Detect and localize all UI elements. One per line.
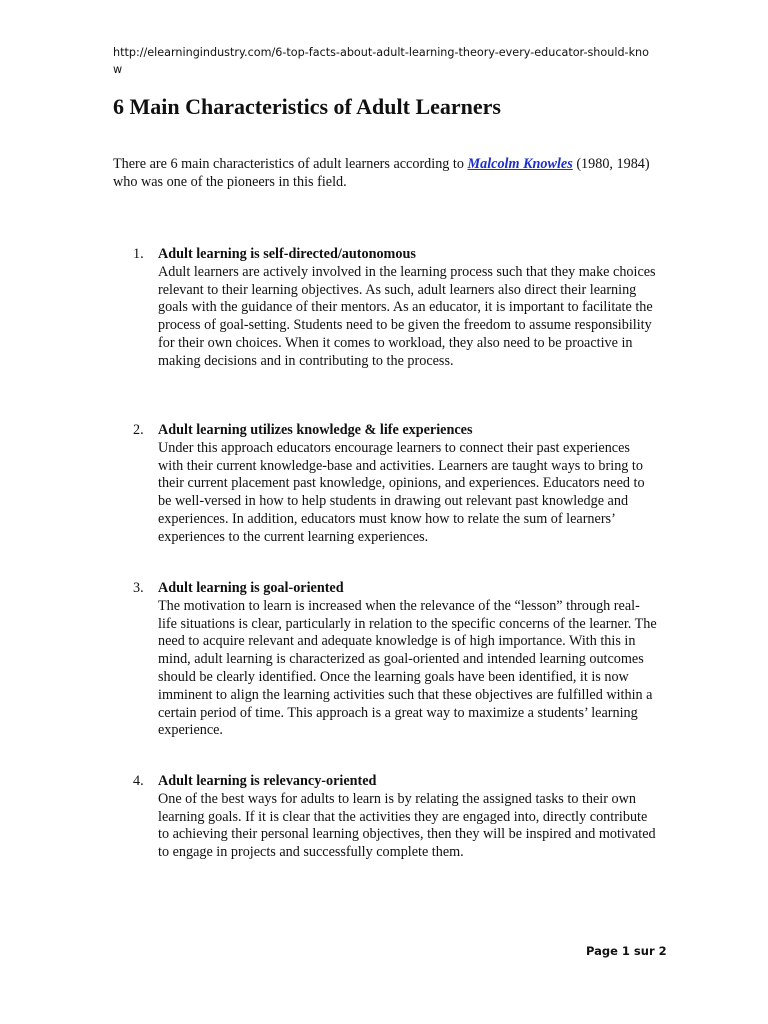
list-item-number: 1. xyxy=(133,246,144,262)
list-item-text: One of the best ways for adults to learn is by relating the assigned tasks to their own learning goals. If it is clear that the activities they are engaged into, directly contribute to achieving their personal learning objectives, then they will be inspired and motivated to engage in projects and successfully complete them. xyxy=(158,790,656,861)
intro-paragraph xyxy=(113,155,658,191)
source-url: http://elearningindustry.com/6-top-facts-about-adult-learning-theory-every-educator-should-know xyxy=(113,46,649,76)
list-item xyxy=(133,580,658,740)
list-item-text: Under this approach educators encourage learners to connect their past experiences with their current knowledge-base and activities. Learners are taught ways to bring to their current placement past knowledge, opinions, and experiences. Educators need to be well-versed in how to help students in drawing out relevant past knowledge and experiences. In addition, educators must know how to relate the sum of learners’ experiences to the current learning experiences. xyxy=(158,439,645,545)
malcolm-knowles-link[interactable]: Malcolm Knowles xyxy=(467,156,573,172)
list-item-text: Adult learners are actively involved in the learning process such that they make choices relevant to their learning objectives. As such, adult learners also direct their learning goals with the guidance of their mentors. As an educator, it is important to facilitate the process of goal-setting. Students need to be given the freedom to assume responsibility for their own choices. When it comes to workload, they also need to be proactive in making decisions and in contributing to the process. xyxy=(158,263,656,369)
list-item-heading: Adult learning is goal-oriented xyxy=(158,580,344,596)
list-item-heading: Adult learning is relevancy-oriented xyxy=(158,773,377,789)
list-item-number: 4. xyxy=(133,773,144,789)
page-title: 6 Main Characteristics of Adult Learners xyxy=(113,94,501,119)
list-item-text: The motivation to learn is increased when the relevance of the “lesson” through real-life situations is clear, particularly in relation to the specific concerns of the learner. The need to acquire relevant and adequate knowledge is of high importance. With this in mind, adult learning is characterized as goal-oriented and intended learning outcomes should be clearly identified. Once the learning goals have been identified, it is now imminent to align the learning activities such that these objectives are fulfilled within a certain period of time. This approach is a great way to maximize a students’ learning experience. xyxy=(158,597,657,739)
list-item-number: 2. xyxy=(133,422,144,438)
list-item-number: 3. xyxy=(133,580,144,596)
list-item xyxy=(133,773,658,862)
list-item-heading: Adult learning utilizes knowledge & life experiences xyxy=(158,422,473,438)
page-number: Page 1 sur 2 xyxy=(586,944,667,958)
list-item-heading: Adult learning is self-directed/autonomous xyxy=(158,246,416,262)
intro-after: (1980, 1984) who was one of the pioneers in this field. xyxy=(113,156,650,190)
list-item xyxy=(133,422,658,547)
list-item xyxy=(133,246,658,371)
intro-before: There are 6 main characteristics of adult learners according to xyxy=(113,156,468,172)
